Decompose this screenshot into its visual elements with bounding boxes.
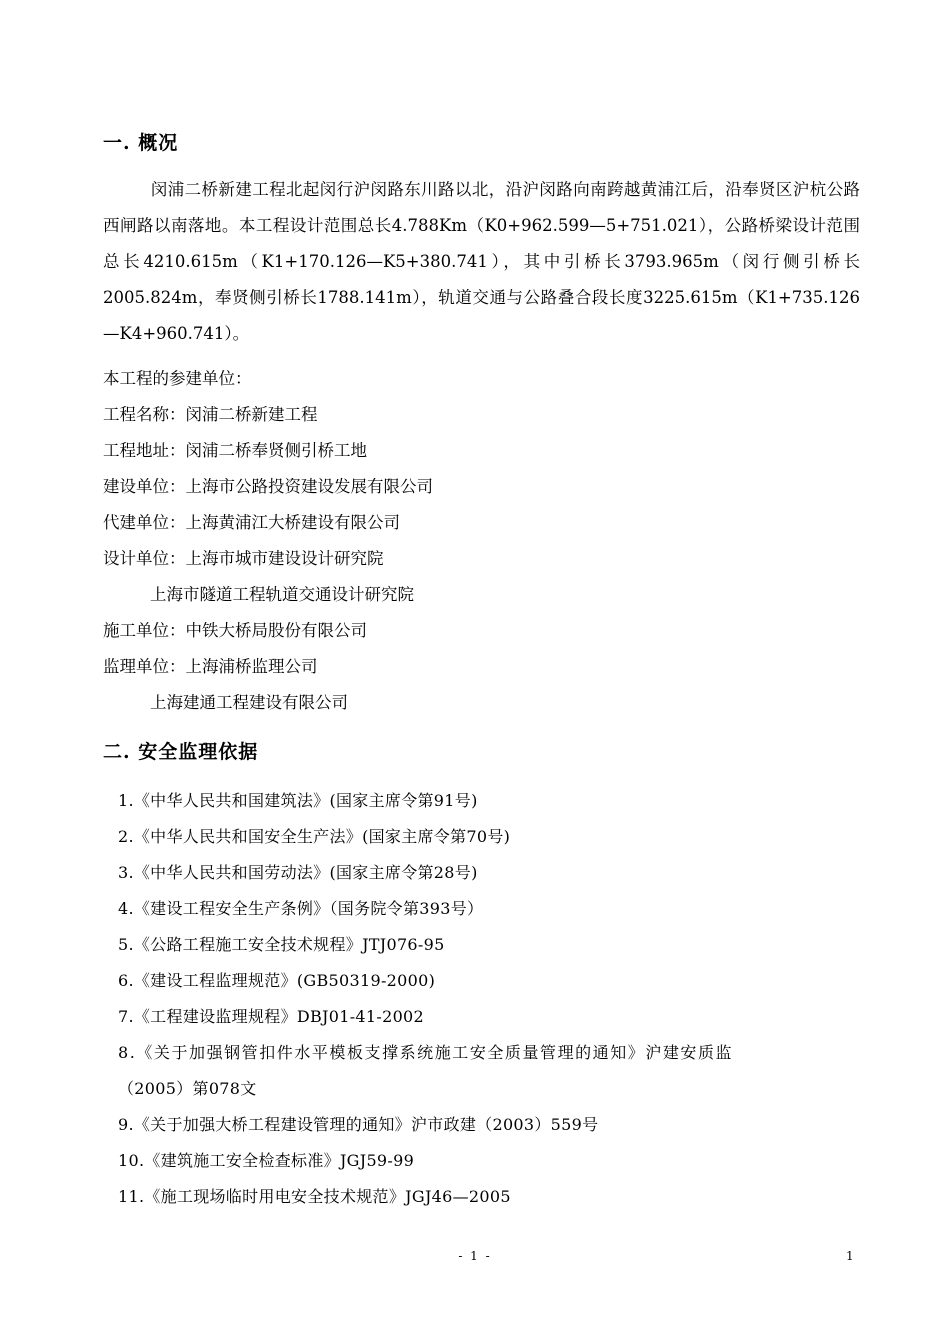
- reference-item-8-continued: （2005）第078文: [118, 1079, 257, 1098]
- section-2-heading: 二. 安全监理依据: [103, 741, 259, 763]
- section-1-heading: 一. 概况: [103, 132, 179, 154]
- reference-item-11: 11.《施工现场临时用电安全技术规范》JGJ46—2005: [118, 1187, 511, 1206]
- reference-item-3: 3.《中华人民共和国劳动法》(国家主席令第28号): [118, 863, 478, 882]
- reference-item-9: 9.《关于加强大桥工程建设管理的通知》沪市政建（2003）559号: [118, 1115, 599, 1134]
- reference-item-10: 10.《建筑施工安全检查标准》JGJ59-99: [118, 1151, 415, 1170]
- overview-paragraph: 闵浦二桥新建工程北起闵行沪闵路东川路以北，沿沪闵路向南跨越黄浦江后，沿奉贤区沪杭公路西闸路以南落地。本工程设计范围总长4.788Km（K0+962.599—5+751.021），公路桥梁设计范围总长4210.615m（K1+170.126—K5+380.741），其中引桥长3793.965m（闵行侧引桥长2005.824m，奉贤侧引桥长1788.141m），轨道交通与公路叠合段长度3225.615m（K1+735.126—K4+960.741）。: [103, 180, 860, 343]
- reference-item-7: 7.《工程建设监理规程》DBJ01-41-2002: [118, 1007, 425, 1026]
- project-name-line: 工程名称：闵浦二桥新建工程: [103, 405, 318, 424]
- footer-page-label: - 1 -: [458, 1249, 492, 1263]
- project-address-line: 工程地址：闵浦二桥奉贤侧引桥工地: [103, 441, 367, 460]
- design-unit-line-2: 上海市隧道工程轨道交通设计研究院: [150, 585, 414, 604]
- reference-item-5: 5.《公路工程施工安全技术规程》JTJ076-95: [118, 935, 445, 954]
- participants-intro: 本工程的参建单位：: [103, 369, 252, 388]
- reference-item-4: 4.《建设工程安全生产条例》（国务院令第393号）: [118, 899, 484, 918]
- supervision-unit-line: 监理单位：上海浦桥监理公司: [103, 657, 318, 676]
- construction-unit-line: 施工单位：中铁大桥局股份有限公司: [103, 621, 367, 640]
- owner-line: 建设单位：上海市公路投资建设发展有限公司: [103, 477, 433, 496]
- reference-item-1: 1.《中华人民共和国建筑法》(国家主席令第91号): [118, 791, 478, 810]
- footer-page-number: 1: [846, 1249, 854, 1263]
- agent-builder-line: 代建单位：上海黄浦江大桥建设有限公司: [103, 513, 400, 532]
- reference-item-6: 6.《建设工程监理规范》(GB50319-2000): [118, 971, 436, 990]
- reference-item-8: 8.《关于加强钢管扣件水平模板支撑系统施工安全质量管理的通知》沪建安质监: [118, 1043, 734, 1062]
- reference-item-2: 2.《中华人民共和国安全生产法》(国家主席令第70号): [118, 827, 511, 846]
- supervision-unit-line-2: 上海建通工程建设有限公司: [150, 693, 348, 712]
- design-unit-line: 设计单位：上海市城市建设设计研究院: [103, 549, 384, 568]
